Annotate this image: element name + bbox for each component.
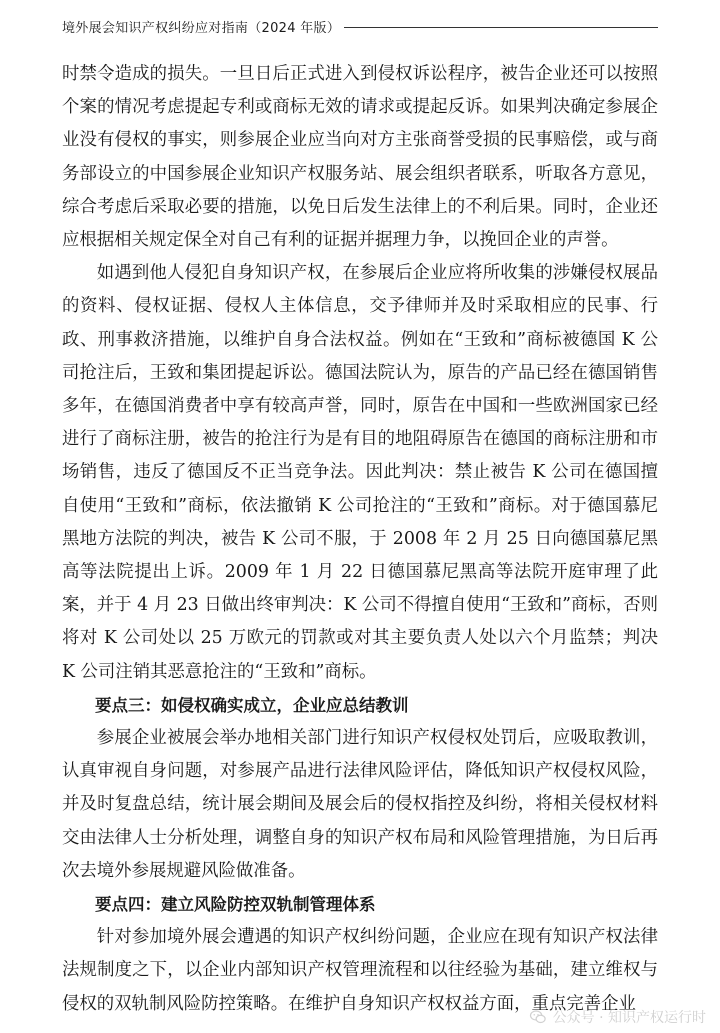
paragraph-continued: 时禁令造成的损失。一旦日后正式进入到侵权诉讼程序，被告企业还可以按照个案的情况考虑提起专利或商标无效的请求或提起反诉。如果判决确定参展企业没有侵权的事实，则参展企业应当向对方主张商誉受损的民事赔偿，或与商务部设立的中国参展企业知识产权服务站、展会组织者联系，听取各方意见，综合考虑后采取必要的措施，以免日后发生法律上的不利后果。同时，企业还应根据相关规定保全对自己有利的证据并据理力争，以挽回企业的声誉。 bbox=[62, 64, 658, 251]
header-rule bbox=[344, 27, 658, 28]
section-text-point-3: 参展企业被展会举办地相关部门进行知识产权侵权处罚后，应吸取教训，认真审视自身问题，对参展产品进行法律风险评估，降低知识产权侵权风险，并及时复盘总结，统计展会期间及展会后的侵权指控及纠纷，将相关侵权材料交由法律人士分析处理，调整自身的知识产权布局和风险管理措施，为日后再次去境外参展规避风险做准备。 bbox=[62, 728, 658, 881]
section-text-point-4: 针对参加境外展会遭遇的知识产权纠纷问题，企业应在现有知识产权法律法规制度之下，以企业内部知识产权管理流程和以往经验为基础，建立维权与侵权的双轨制风险防控策略。在维护自身知识产权权益方面，重点完善企业 bbox=[62, 927, 658, 1014]
header-title: 境外展会知识产权纠纷应对指南（2024 年版） bbox=[62, 20, 341, 36]
section-heading-point-4: 要点四：建立风险防控双轨制管理体系 bbox=[95, 895, 376, 915]
running-header bbox=[62, 14, 658, 38]
paragraph-wangzhihe-case: 如遇到他人侵犯自身知识产权，在参展后企业应将所收集的涉嫌侵权展品的资料、侵权证据、侵权人主体信息，交予律师并及时采取相应的民事、行政、刑事救济措施，以维护自身合法权益。例如在“王致和”商标被德国 K 公司抢注后，王致和集团提起诉讼。德国法院认为，原告的产品已经在德国销售多年，在德国消费者中享有较高声誉，同时，原告在中国和一些欧洲国家已经进行了商标注册，被告的抢注行为是有目的地阻碍原告在德国的商标注册和市场销售，违反了德国反不正当竞争法。因此判决：禁止被告 K 公司在德国擅自使用“王致和”商标，依法撤销 K 公司抢注的“王致和”商标。对于德国慕尼黑地方法院的判决，被告 K 公司不服，于 2008 年 2 月 25 日向德国慕尼黑高等法院提出上诉。2009 年 1 月 22 日德国慕尼黑高等法院开庭审理了此案，并于 4 月 23 日做出终审判决：K 公司不得擅自使用“王致和”商标，否则将对 K 公司处以 25 万欧元的罚款或对其主要负责人处以六个月监禁；判决 K 公司注销其恶意抢注的“王致和”商标。 bbox=[62, 263, 658, 682]
document-body bbox=[62, 58, 658, 1021]
watermark-text: 公众号 · 知识产权运行时 bbox=[552, 1010, 706, 1026]
watermark bbox=[529, 1007, 706, 1027]
wechat-icon bbox=[529, 1008, 547, 1026]
section-heading-point-3: 要点三：如侵权确实成立，企业应总结教训 bbox=[95, 695, 409, 715]
